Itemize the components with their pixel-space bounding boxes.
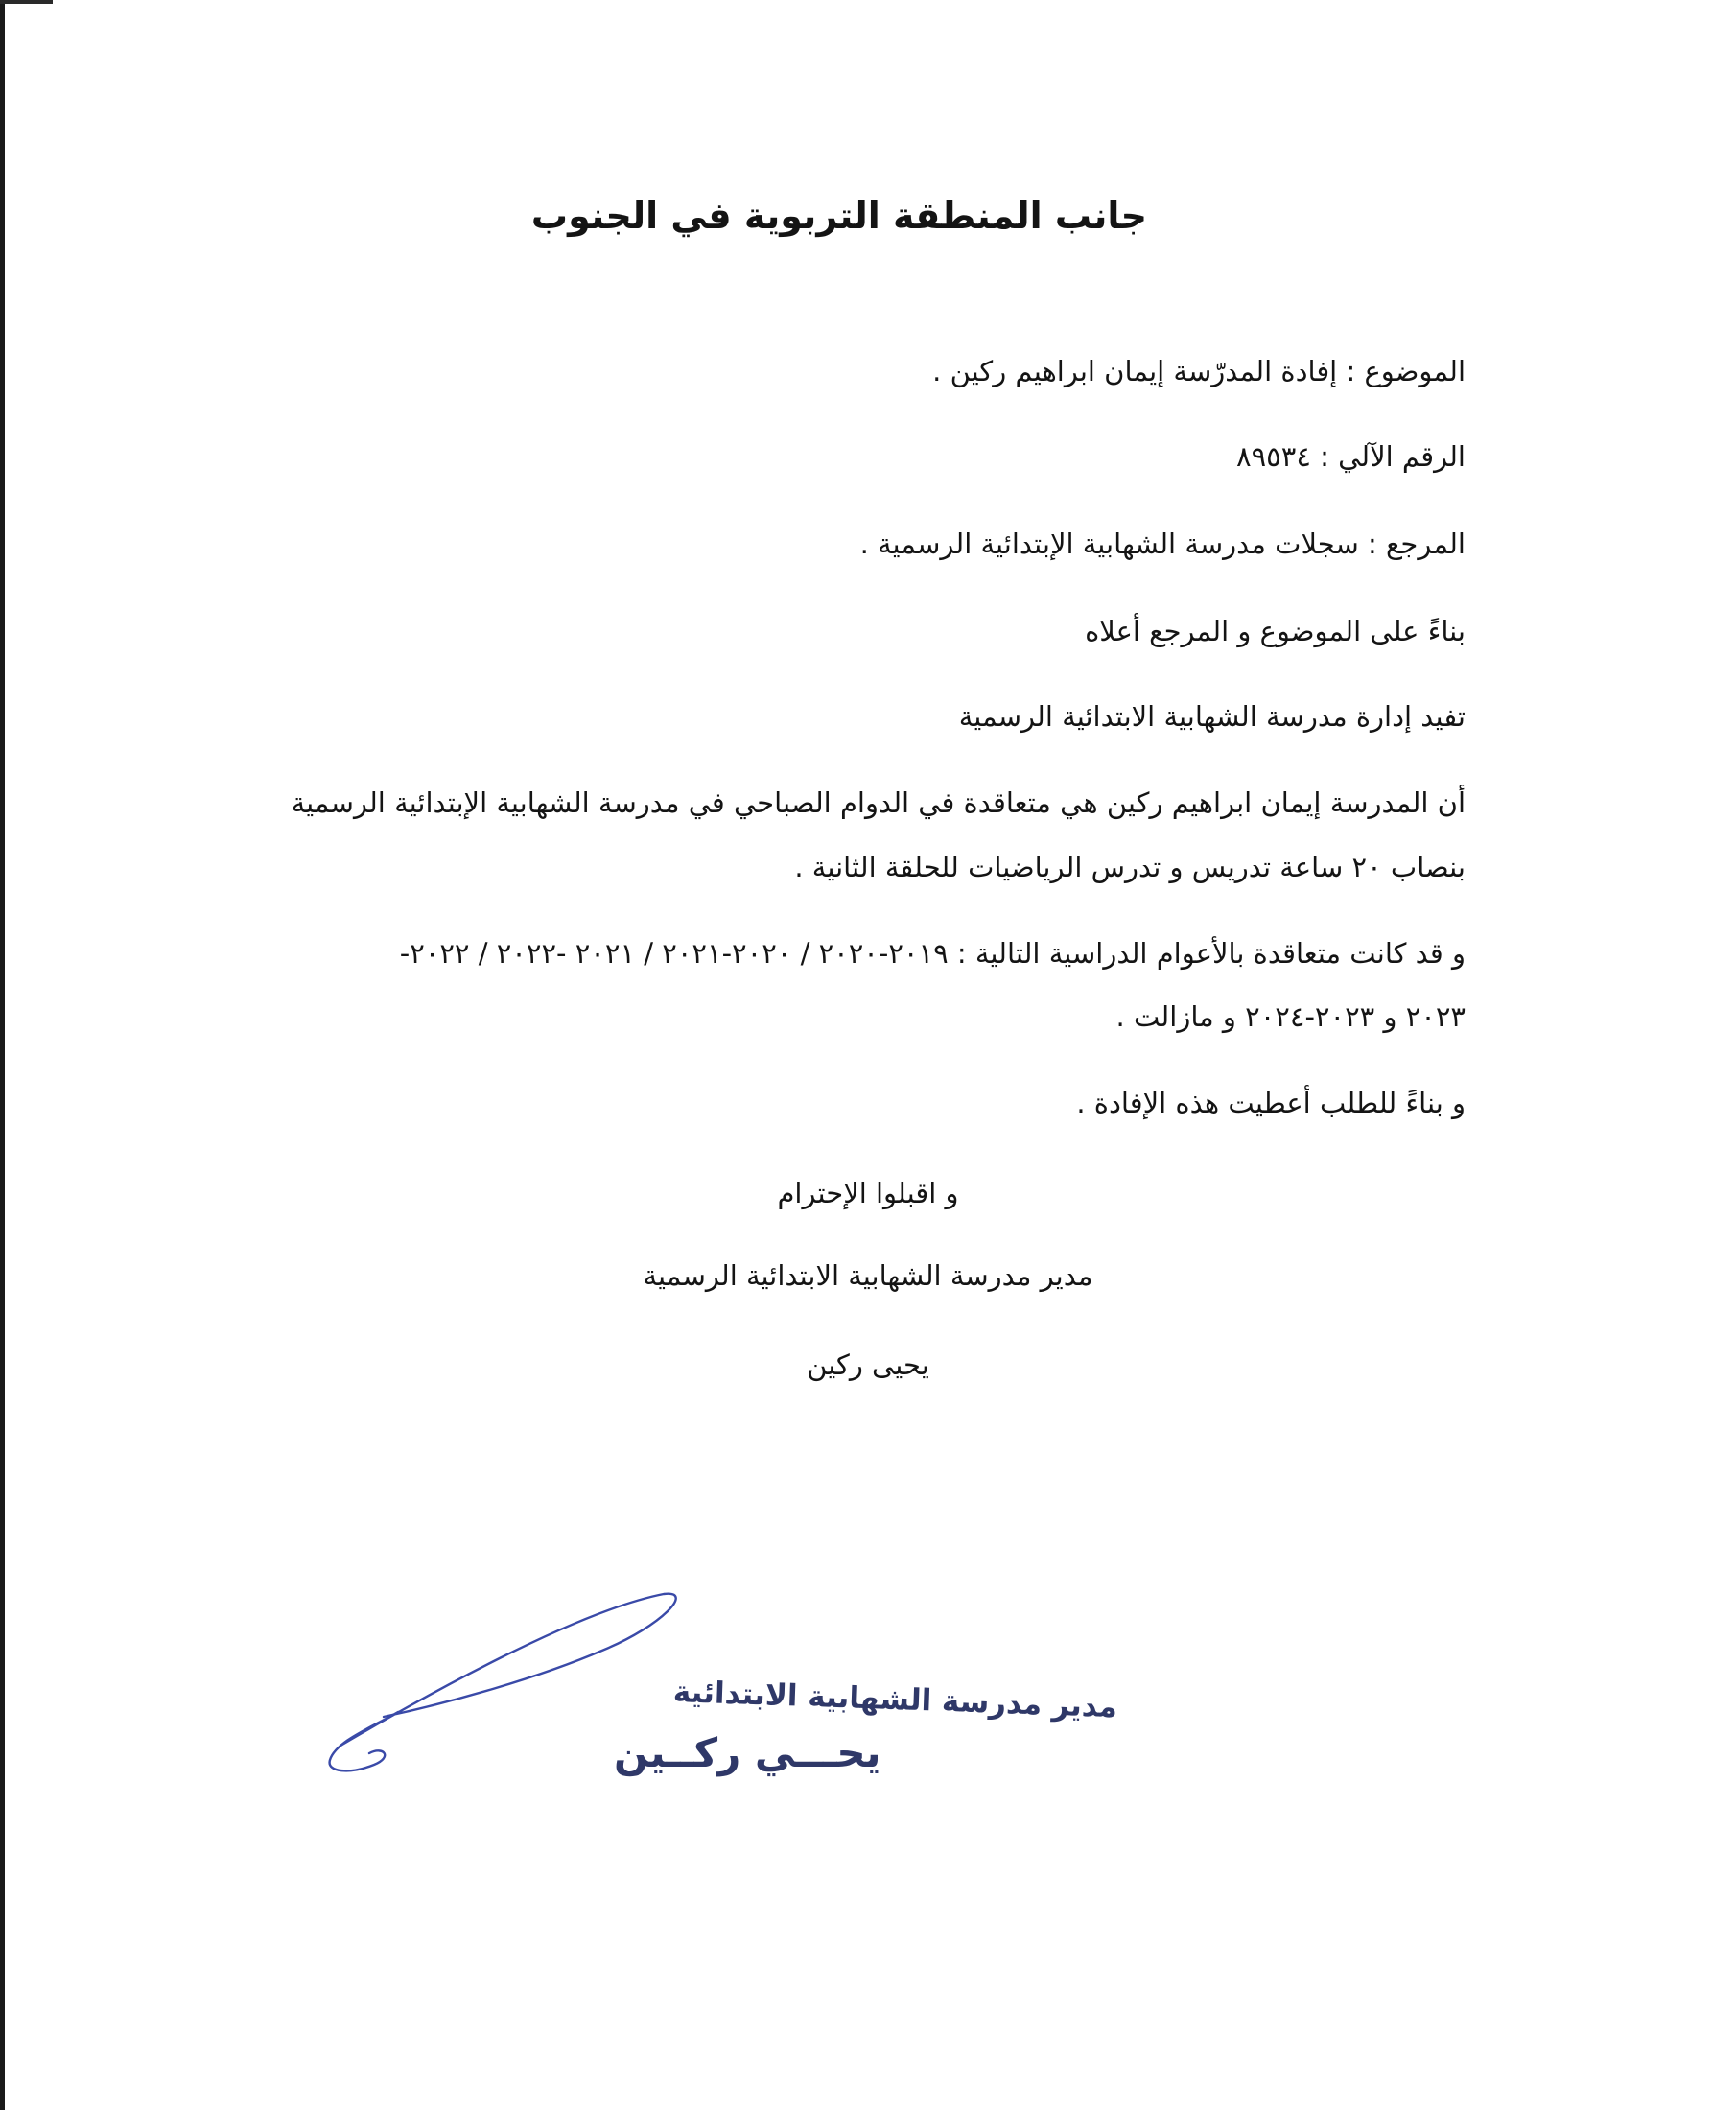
signature-flourish-icon	[330, 1712, 398, 1770]
stamp-line-2: يحـــي ركــين	[614, 1729, 881, 1776]
stamp-line-1: مدير مدرسة الشهابية الابتدائية	[672, 1675, 1118, 1725]
request-note-line: و بناءً للطلب أعطيت هذه الإفادة .	[1076, 1087, 1466, 1119]
years-line-2: ٢٠٢٣ و ٢٠٢٣-٢٠٢٤ و مازالت .	[1115, 1000, 1466, 1033]
letter-title: جانب المنطقة التربوية في الجنوب	[530, 195, 1148, 237]
closing-line: و اقبلوا الإحترام	[777, 1177, 959, 1209]
years-line-1: و قد كانت متعاقدة بالأعوام الدراسية التالية : ٢٠١٩-٢٠٢٠ / ٢٠٢٠-٢٠٢١ / ٢٠٢١ -٢٠٢٢ / ٢٠٢٢-	[399, 937, 1466, 970]
statement-line-1: أن المدرسة إيمان ابراهيم ركين هي متعاقدة في الدوام الصباحي في مدرسة الشهابية الإبتدائية الرسمية	[291, 786, 1466, 819]
based-on-line: بناءً على الموضوع و المرجع أعلاه	[1085, 615, 1466, 647]
official-stamp-signature	[317, 1582, 1118, 1803]
scan-border	[0, 0, 5, 2110]
subject-line: الموضوع : إفادة المدرّسة إيمان ابراهيم ركين .	[932, 355, 1466, 387]
auto-number-line: الرقم الآلي : ٨٩٥٣٤	[1236, 440, 1466, 473]
administration-line: تفيد إدارة مدرسة الشهابية الابتدائية الرسمية	[958, 700, 1466, 733]
signatory-title: مدير مدرسة الشهابية الابتدائية الرسمية	[643, 1259, 1093, 1292]
signatory-name: يحيى ركين	[807, 1348, 929, 1381]
signature-loop-icon	[340, 1594, 676, 1746]
scan-corner-mark	[0, 0, 53, 4]
statement-line-2: بنصاب ٢٠ ساعة تدريس و تدرس الرياضيات للحلقة الثانية .	[794, 851, 1466, 883]
reference-line: المرجع : سجلات مدرسة الشهابية الإبتدائية الرسمية .	[859, 528, 1466, 560]
